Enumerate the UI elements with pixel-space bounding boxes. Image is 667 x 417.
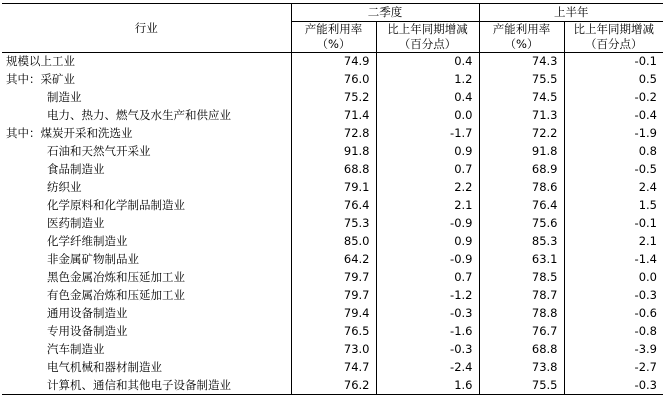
table-row (2, 125, 663, 143)
table-row (2, 287, 663, 305)
q2-change-cell: 2.2 (376, 179, 479, 197)
table-row (2, 179, 663, 197)
h1-utilization-cell: 78.6 (479, 179, 564, 197)
h1-change-cell: -0.8 (634, 324, 657, 338)
q2-change-cell: 0.7 (376, 161, 479, 179)
q2-utilization-cell: 74.9 (291, 53, 376, 71)
table-row (2, 269, 663, 287)
q2-utilization-cell: 79.1 (291, 179, 376, 197)
h1-change-header (564, 22, 663, 53)
q2-utilization-line2: （%） (316, 37, 351, 51)
q2-change-cell: 0.4 (376, 53, 479, 71)
h1-change-cell: -0.4 (634, 108, 657, 122)
q2-change-cell: 1.6 (376, 377, 479, 395)
table-row (2, 161, 663, 179)
q2-change-cell: 2.1 (376, 197, 479, 215)
h1-change-cell: 2.4 (638, 180, 657, 194)
q2-change-line1: 比上年同期增减 (387, 22, 468, 36)
table-row (2, 377, 663, 395)
industry-name-cell: 非金属矿物制品业 (2, 251, 291, 269)
h1-utilization-cell: 74.5 (479, 89, 564, 107)
q2-change-cell: 0.9 (376, 143, 479, 161)
q2-change-cell: -1.2 (376, 287, 479, 305)
h1-change-cell: -2.7 (634, 360, 657, 374)
h1-change-cell: -0.1 (634, 54, 657, 69)
h1-utilization-cell: 73.8 (479, 359, 564, 377)
h1-utilization-cell: 76.7 (479, 323, 564, 341)
table-row (2, 197, 663, 215)
h1-utilization-cell: 78.7 (479, 287, 564, 305)
industry-name-cell: 食品制造业 (2, 161, 291, 179)
h1-change-line1: 比上年同期增减 (573, 22, 654, 36)
industry-name-cell: 通用设备制造业 (2, 305, 291, 323)
h1-utilization-cell: 78.8 (479, 305, 564, 323)
industry-name-cell: 规模以上工业 (2, 53, 291, 71)
q2-utilization-line1: 产能利用率 (304, 22, 363, 36)
q2-utilization-cell: 79.7 (291, 269, 376, 287)
q2-utilization-cell: 75.2 (291, 89, 376, 107)
industry-name-cell: 计算机、通信和其他电子设备制造业 (2, 377, 291, 395)
q2-utilization-cell: 91.8 (291, 143, 376, 161)
industry-header: 行业 (2, 4, 291, 53)
q2-change-cell: 0.4 (376, 89, 479, 107)
capacity-utilization-table (2, 3, 663, 395)
table-header (2, 4, 663, 53)
table-row (2, 107, 663, 125)
industry-name-cell: 专用设备制造业 (2, 323, 291, 341)
q2-change-line2: （百分点） (398, 37, 457, 51)
table-row (2, 323, 663, 341)
h1-utilization-cell: 74.3 (479, 53, 564, 71)
industry-name-cell: 制造业 (2, 89, 291, 107)
table-row (2, 71, 663, 89)
table-row (2, 359, 663, 377)
table-row (2, 251, 663, 269)
industry-name-cell: 纺织业 (2, 179, 291, 197)
h1-change-cell: 2.1 (638, 234, 657, 248)
h1-utilization-header (479, 22, 564, 53)
industry-name-cell: 汽车制造业 (2, 341, 291, 359)
h1-change-cell: -0.2 (634, 90, 657, 104)
h1-change-cell: 0.0 (638, 270, 657, 284)
industry-name-cell: 其中：采矿业 (2, 71, 291, 89)
h1-utilization-cell: 68.8 (479, 341, 564, 359)
h1-utilization-cell: 78.5 (479, 269, 564, 287)
q2-change-cell: -0.3 (376, 305, 479, 323)
table-row (2, 215, 663, 233)
table-row (2, 305, 663, 323)
q2-change-cell: -1.6 (376, 323, 479, 341)
industry-name-cell: 电力、热力、燃气及水生产和供应业 (2, 107, 291, 125)
q2-utilization-cell: 75.3 (291, 215, 376, 233)
h1-change-cell: -3.9 (634, 342, 657, 356)
h1-change-cell: 0.5 (638, 72, 657, 86)
h1-utilization-cell: 85.3 (479, 233, 564, 251)
table-body (2, 53, 663, 395)
industry-name-cell: 其中：煤炭开采和洗选业 (2, 125, 291, 143)
h1-change-cell: -0.3 (634, 288, 657, 302)
h1-utilization-cell: 91.8 (479, 143, 564, 161)
q2-change-cell: -1.7 (376, 125, 479, 143)
h1-header: 上半年 (479, 4, 663, 22)
industry-name-cell: 化学纤维制造业 (2, 233, 291, 251)
h1-utilization-cell: 76.4 (479, 197, 564, 215)
q2-utilization-cell: 68.8 (291, 161, 376, 179)
industry-name-cell: 电气机械和器材制造业 (2, 359, 291, 377)
q2-change-cell: -2.4 (376, 359, 479, 377)
q2-utilization-cell: 74.7 (291, 359, 376, 377)
h1-change-cell: -0.1 (634, 216, 657, 230)
h1-utilization-cell: 75.5 (479, 71, 564, 89)
h1-change-cell: -0.5 (634, 162, 657, 176)
q2-change-cell: 1.2 (376, 71, 479, 89)
table-row (2, 89, 663, 107)
h1-utilization-cell: 75.5 (479, 377, 564, 395)
q2-utilization-cell: 85.0 (291, 233, 376, 251)
industry-name-cell: 医药制造业 (2, 215, 291, 233)
q2-utilization-cell: 76.5 (291, 323, 376, 341)
q2-utilization-cell: 76.4 (291, 197, 376, 215)
h1-change-cell: 1.5 (638, 198, 657, 212)
h1-utilization-cell: 63.1 (479, 251, 564, 269)
q2-utilization-cell: 79.4 (291, 305, 376, 323)
industry-name-cell: 石油和天然气开采业 (2, 143, 291, 161)
h1-change-cell: -0.3 (564, 377, 663, 395)
q2-change-cell: 0.0 (376, 107, 479, 125)
q2-utilization-cell: 76.2 (291, 377, 376, 395)
table-row (2, 53, 663, 71)
h1-change-cell: -0.6 (634, 306, 657, 320)
q2-utilization-cell: 64.2 (291, 251, 376, 269)
q2-change-cell: 0.7 (376, 269, 479, 287)
q2-utilization-cell: 79.7 (291, 287, 376, 305)
h1-change-cell: 0.8 (638, 144, 657, 158)
industry-name-cell: 有色金属冶炼和压延加工业 (2, 287, 291, 305)
q2-change-header (376, 22, 479, 53)
q2-utilization-cell: 71.4 (291, 107, 376, 125)
q2-utilization-cell: 72.8 (291, 125, 376, 143)
q2-utilization-cell: 73.0 (291, 341, 376, 359)
h1-change-cell: -1.4 (634, 252, 657, 266)
table-row (2, 341, 663, 359)
h1-change-cell: -1.9 (634, 126, 657, 140)
q2-change-cell: -0.9 (376, 215, 479, 233)
h1-utilization-cell: 72.2 (479, 125, 564, 143)
table-row (2, 233, 663, 251)
h1-utilization-cell: 68.9 (479, 161, 564, 179)
h1-utilization-line2: （%） (504, 37, 539, 51)
h1-utilization-line1: 产能利用率 (492, 22, 551, 36)
q2-utilization-cell: 76.0 (291, 71, 376, 89)
q2-change-cell: -0.9 (376, 251, 479, 269)
q2-change-cell: -0.3 (376, 341, 479, 359)
q2-header: 二季度 (291, 4, 479, 22)
h1-utilization-cell: 71.3 (479, 107, 564, 125)
h1-change-line2: （百分点） (585, 37, 643, 51)
industry-name-cell: 化学原料和化学制品制造业 (2, 197, 291, 215)
table-row (2, 143, 663, 161)
industry-name-cell: 黑色金属冶炼和压延加工业 (2, 269, 291, 287)
h1-utilization-cell: 75.6 (479, 215, 564, 233)
q2-utilization-header (291, 22, 376, 53)
q2-change-cell: 0.9 (376, 233, 479, 251)
